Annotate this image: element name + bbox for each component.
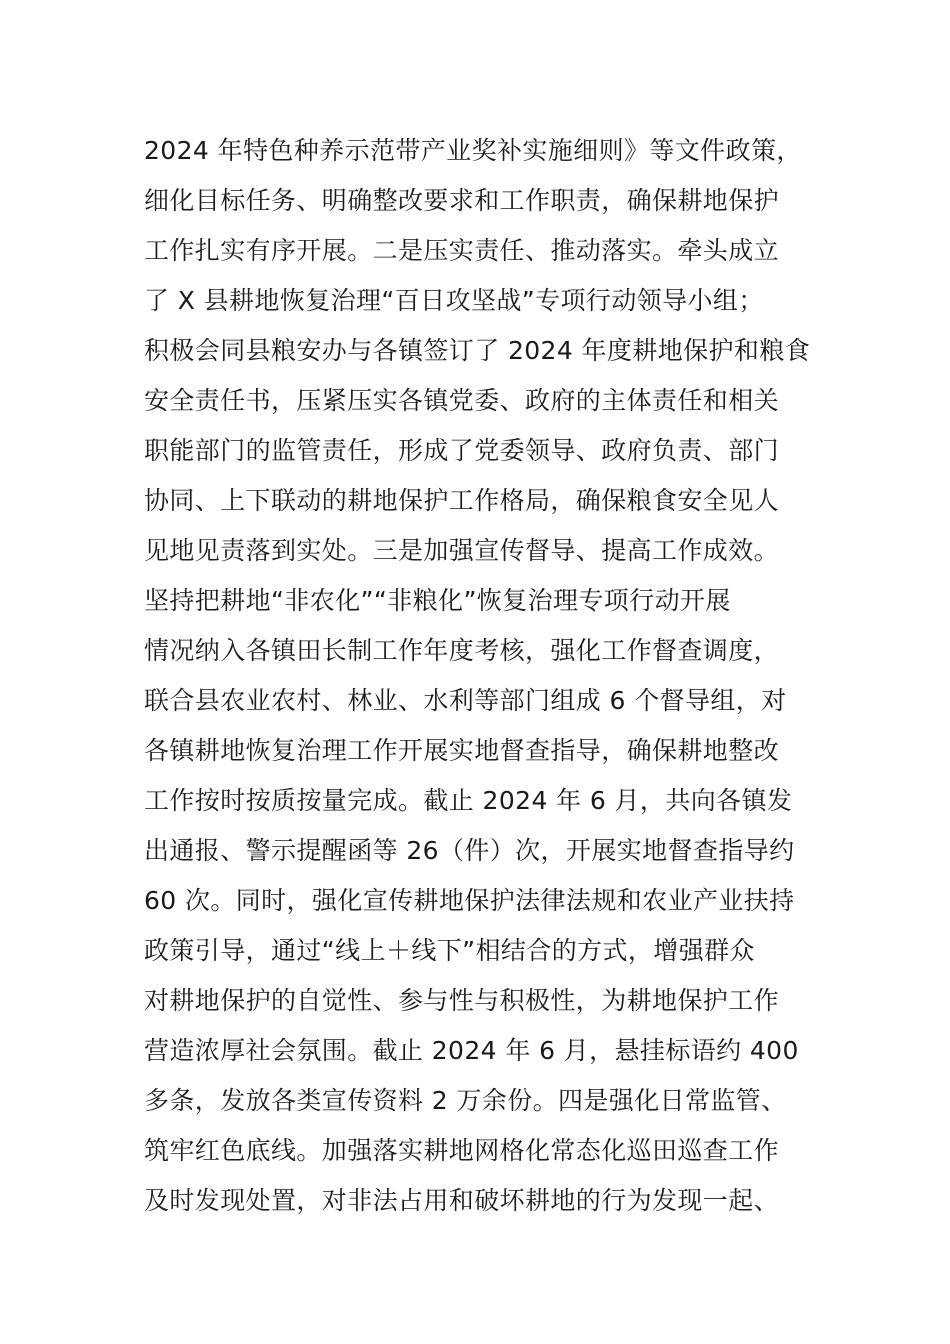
text-line: 了 X 县耕地恢复治理“百日攻坚战”专项行动领导小组； <box>144 286 764 315</box>
text-line: 工作扎实有序开展。二是压实责任、推动落实。牵头成立 <box>144 236 780 265</box>
text-line: 职能部门的监管责任，形成了党委领导、政府负责、部门 <box>144 436 780 465</box>
text-line: 坚持把耕地“非农化”“非粮化”恢复治理专项行动开展 <box>144 586 731 615</box>
text-line: 情况纳入各镇田长制工作年度考核，强化工作督查调度， <box>144 636 780 665</box>
text-line: 筑牢红色底线。加强落实耕地网格化常态化巡田巡查工作 <box>144 1136 780 1165</box>
text-line: 政策引导，通过“线上＋线下”相结合的方式，增强群众 <box>144 936 755 965</box>
text-line: 积极会同县粮安办与各镇签订了 2024 年度耕地保护和粮食 <box>144 336 811 365</box>
text-line: 各镇耕地恢复治理工作开展实地督查指导，确保耕地整改 <box>144 736 780 765</box>
text-line: 协同、上下联动的耕地保护工作格局，确保粮食安全见人 <box>144 486 780 515</box>
text-line: 细化目标任务、明确整改要求和工作职责，确保耕地保护 <box>144 186 780 215</box>
text-line: 出通报、警示提醒函等 26（件）次，开展实地督查指导约 <box>144 836 795 865</box>
text-line: 联合县农业农村、林业、水利等部门组成 6 个督导组，对 <box>144 686 787 715</box>
text-line: 60 次。同时，强化宣传耕地保护法律法规和农业产业扶持 <box>144 886 795 915</box>
body-text <box>144 126 814 1226</box>
text-line: 营造浓厚社会氛围。截止 2024 年 6 月，悬挂标语约 400 <box>144 1036 799 1065</box>
text-line: 2024 年特色种养示范带产业奖补实施细则》等文件政策， <box>144 136 802 165</box>
text-line: 工作按时按质按量完成。截止 2024 年 6 月，共向各镇发 <box>144 786 793 815</box>
text-line: 对耕地保护的自觉性、参与性与积极性，为耕地保护工作 <box>144 986 780 1015</box>
text-line: 见地见责落到实处。三是加强宣传督导、提高工作成效。 <box>144 536 780 565</box>
text-line: 及时发现处置，对非法占用和破坏耕地的行为发现一起、 <box>144 1186 780 1215</box>
text-line: 安全责任书，压紧压实各镇党委、政府的主体责任和相关 <box>144 386 780 415</box>
text-line: 多条，发放各类宣传资料 2 万余份。四是强化日常监管、 <box>144 1086 787 1115</box>
